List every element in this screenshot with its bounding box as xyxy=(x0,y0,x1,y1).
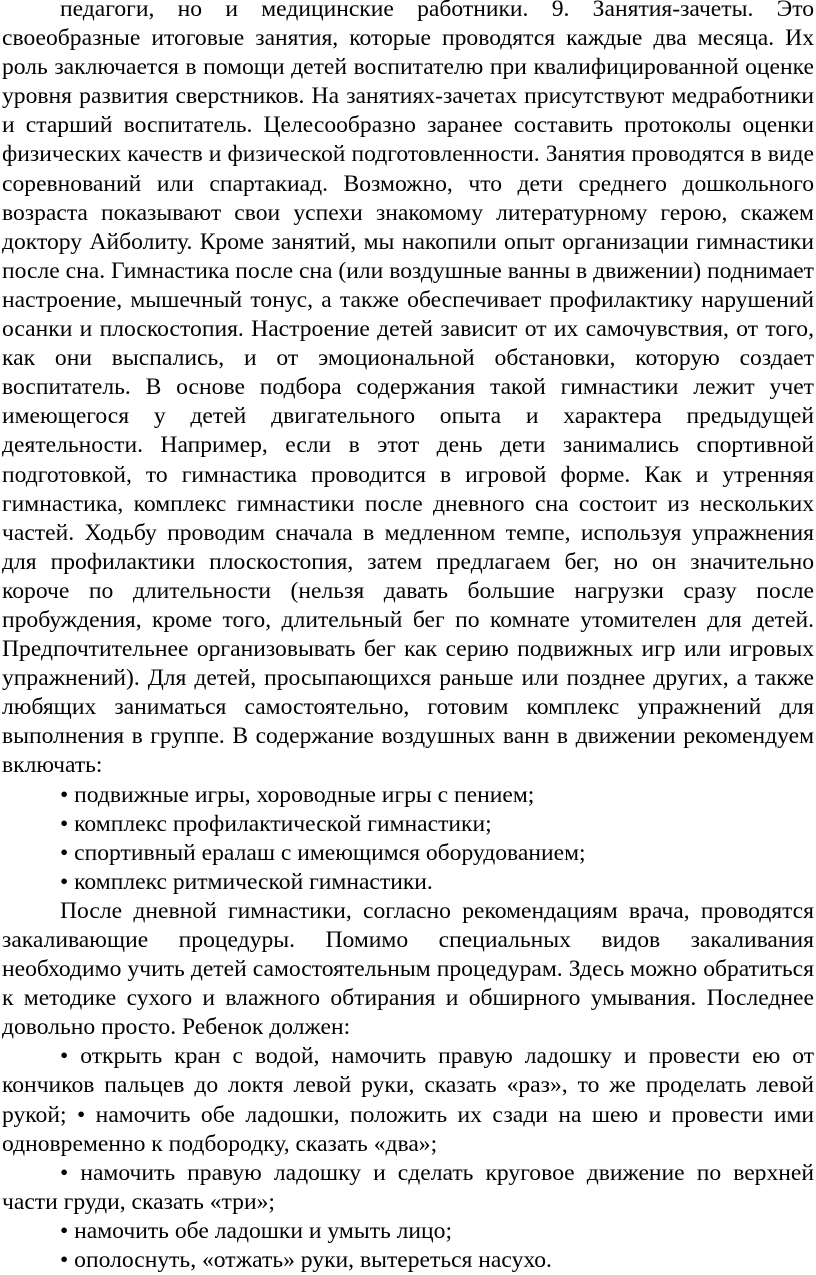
list-item: • комплекс профилактической гимнастики; xyxy=(60,810,492,837)
list-item: • намочить правую ладошку и сделать круговое движение по верхней части груди, сказать «три»; xyxy=(2,1159,814,1215)
list-item: • ополоснуть, «отжать» руки, вытереться насухо. xyxy=(60,1247,552,1274)
paragraph-2: После дневной гимнастики, согласно рекомендациям врача, проводятся закаливающие процедуры. Помимо специальных видов закаливания необходимо учить детей самостоятельным процедурам. Здесь можно обратиться к методике сухого и влажного обтирания и обширного умывания. Последнее довольно просто. Ребенок должен: xyxy=(2,897,814,1041)
list-item: • подвижные игры, хороводные игры с пением; xyxy=(60,781,535,808)
list-item: • открыть кран с водой, намочить правую ладошку и провести ею от кончиков пальцев до локтя левой руки, сказать «раз», то же проделать левой рукой; • намочить обе ладошки, положить их сзади на шею и провести ими одновременно к подбородку, сказать «два»; xyxy=(2,1043,814,1157)
list-item: • намочить обе ладошки и умыть лицо; xyxy=(60,1217,453,1244)
list-item: • спортивный ералаш с имеющимся оборудованием; xyxy=(60,839,586,866)
paragraph-1: педагоги, но и медицинские работники. 9. Занятия-зачеты. Это своеобразные итоговые занятия, которые проводятся каждые два месяца. Их роль заключается в помощи детей воспитателю при квалифицированной оценке уровня развития сверстников. На занятиях-зачетах присутствуют медработники и старший воспитатель. Целесообразно заранее составить протоколы оценки физических качеств и физической подготовленности. Занятия проводятся в виде соревнований или спартакиад. Возможно, что дети среднего дошкольного возраста показывают свои успехи знакомому литературному герою, скажем доктору Айболиту. Кроме занятий, мы накопили опыт организации гимнастики после сна. Гимнастика после сна (или воздушные ванны в движении) поднимает настроение, мышечный тонус, а также обеспечивает профилактику нарушений осанки и плоскостопия. Настроение детей зависит от их самочувствия, от того, как они выспались, и от эмоциональной обстановки, которую создает воспитатель. В основе подбора содержания такой гимнастики лежит учет имеющегося у детей двигательного опыта и характера предыдущей деятельности. Например, если в этот день дети занимались спортивной подготовкой, то гимнастика проводится в игровой форме. Как и утренняя гимнастика, комплекс гимнастики после дневного сна состоит из нескольких частей. Ходьбу проводим сначала в медленном темпе, используя упражнения для профилактики плоскостопия, затем предлагаем бег, но он значительно короче по длительности (нельзя давать большие нагрузки сразу после пробуждения, кроме того, длительный бег по комнате утомителен для детей. Предпочтительнее организовывать бег как серию подвижных игр или игровых упражнений). Для детей, просыпающихся раньше или позднее других, а также любящих заниматься самостоятельно, готовим комплекс упражнений для выполнения в группе. В содержание воздушных ванн в движении рекомендуем включать: xyxy=(2,0,814,779)
list-item: • комплекс ритмической гимнастики. xyxy=(60,868,433,895)
